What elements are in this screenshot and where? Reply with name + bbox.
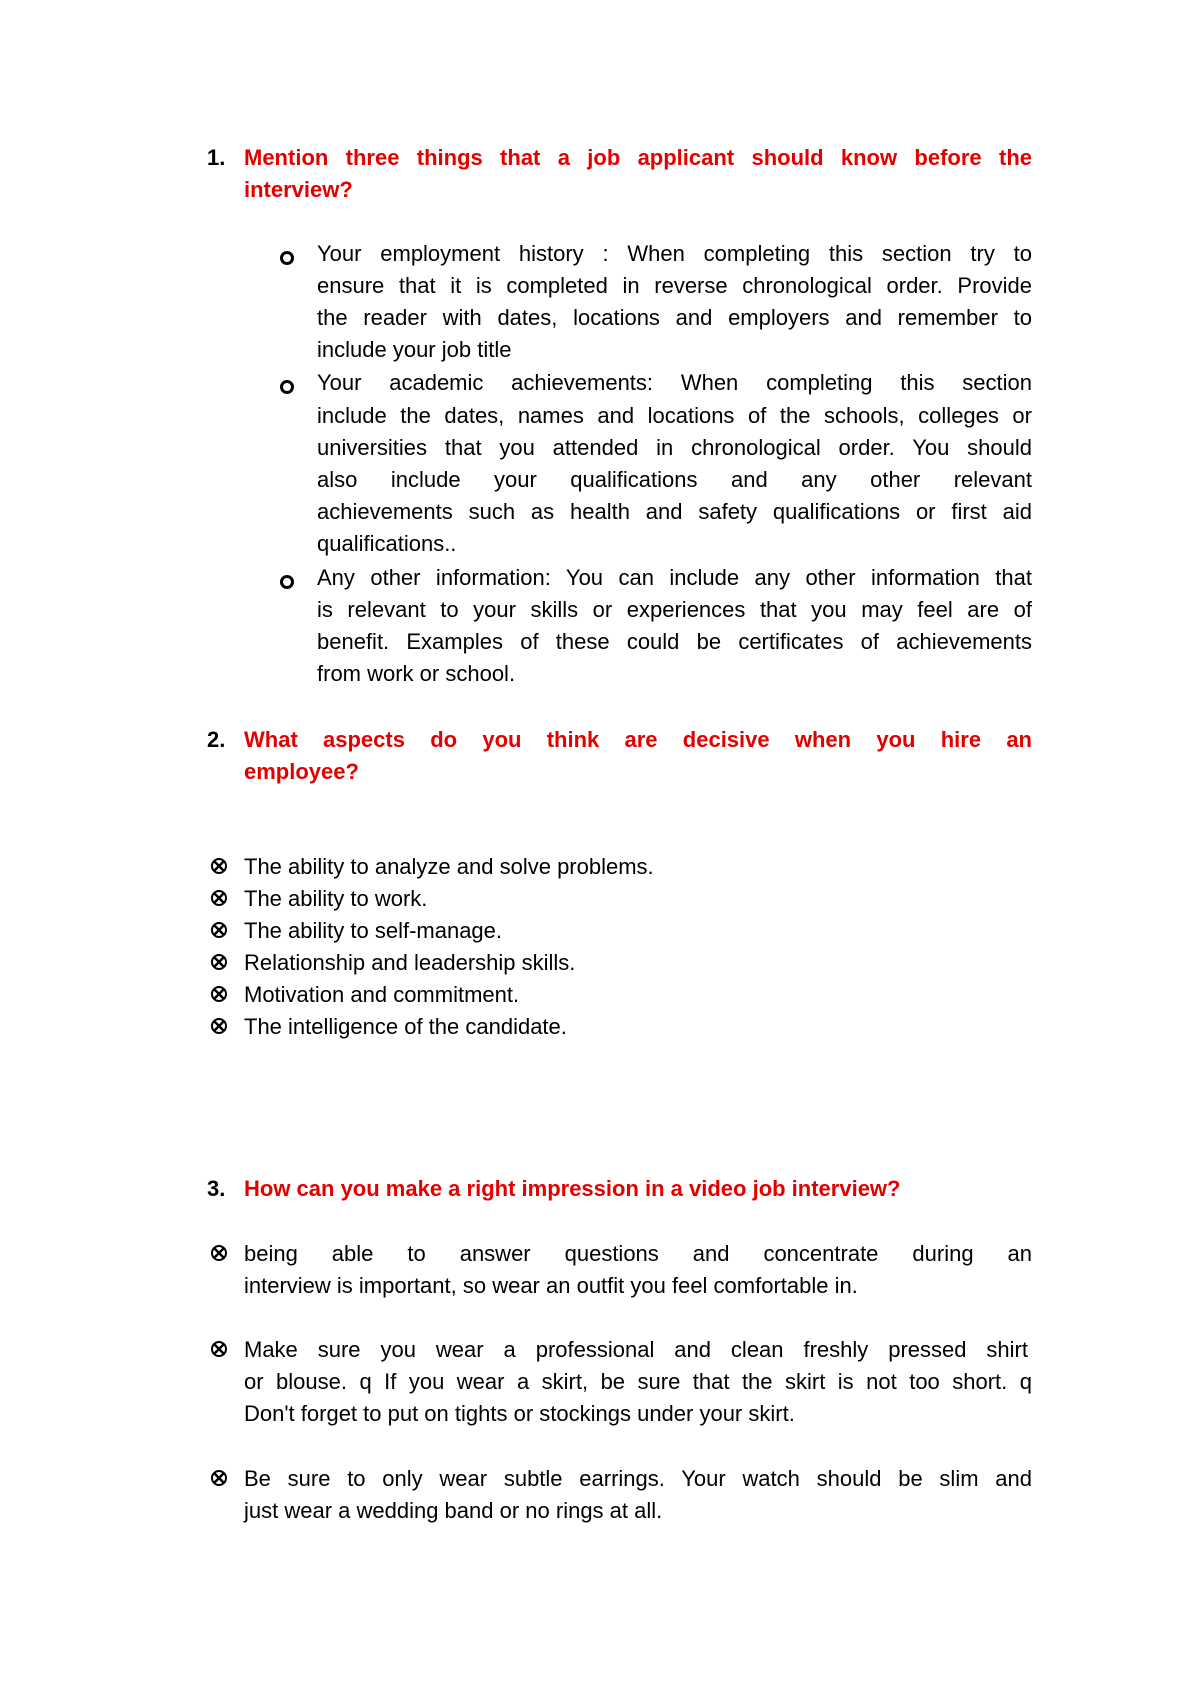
hollow-circle-bullet-icon xyxy=(280,575,294,589)
question-2-title-line-1: What aspects do you think are decisive when you hire an xyxy=(244,727,1032,752)
question-1-number: 1. xyxy=(207,145,226,170)
q2-item-4: Relationship and leadership skills. xyxy=(244,950,576,975)
q1-item-3-line-1: Any other information: You can include any other information that xyxy=(317,565,1032,590)
q3-item-1-line-2: interview is important, so wear an outfit you feel comfortable in. xyxy=(244,1273,858,1298)
crossed-circle-bullet-icon xyxy=(211,954,227,970)
q2-item-5: Motivation and commitment. xyxy=(244,982,520,1007)
hollow-circle-bullet-icon xyxy=(280,251,294,265)
hollow-circle-bullet-icon xyxy=(280,380,294,394)
q3-item-2-line-2: or blouse. q If you wear a skirt, be sure that the skirt is not too short. q xyxy=(244,1369,1032,1394)
q1-item-2-line-5: achievements such as health and safety qualifications or first aid xyxy=(317,499,1032,524)
question-1-title-line-1: Mention three things that a job applicant should know before the xyxy=(244,145,1032,170)
q3-item-3-line-1: Be sure to only wear subtle earrings. Your watch should be slim and xyxy=(244,1466,1032,1491)
question-1-title-line-2: interview? xyxy=(244,177,353,202)
crossed-circle-bullet-icon xyxy=(211,922,227,938)
q2-item-6: The intelligence of the candidate. xyxy=(244,1014,567,1039)
crossed-circle-bullet-icon xyxy=(211,1470,227,1486)
q1-item-2-line-2: include the dates, names and locations of the schools, colleges or xyxy=(317,403,1032,428)
crossed-circle-bullet-icon xyxy=(211,1018,227,1034)
q3-item-1-line-1: being able to answer questions and concentrate during an xyxy=(244,1241,1032,1266)
q2-item-2: The ability to work. xyxy=(244,886,428,911)
q1-item-2-line-4: also include your qualifications and any other relevant xyxy=(317,467,1032,492)
q1-item-3-line-4: from work or school. xyxy=(317,661,516,686)
crossed-circle-bullet-icon xyxy=(211,1341,227,1357)
question-2-title-line-2: employee? xyxy=(244,759,359,784)
crossed-circle-bullet-icon xyxy=(211,890,227,906)
q2-item-3: The ability to self-manage. xyxy=(244,918,503,943)
question-3-number: 3. xyxy=(207,1176,226,1201)
q3-item-2-line-3: Don't forget to put on tights or stockings under your skirt. xyxy=(244,1401,795,1426)
q1-item-3-line-2: is relevant to your skills or experiences that you may feel are of xyxy=(317,597,1032,622)
question-3-title: How can you make a right impression in a video job interview? xyxy=(244,1176,901,1201)
crossed-circle-bullet-icon xyxy=(211,858,227,874)
crossed-circle-bullet-icon xyxy=(211,1245,227,1261)
q1-item-1-line-3: the reader with dates, locations and employers and remember to xyxy=(317,305,1032,330)
q1-item-1-line-2: ensure that it is completed in reverse chronological order. Provide xyxy=(317,273,1032,298)
q1-item-1-line-4: include your job title xyxy=(317,337,512,362)
q2-item-1: The ability to analyze and solve problems. xyxy=(244,854,654,879)
q1-item-1-line-1: Your employment history : When completing this section try to xyxy=(317,241,1032,266)
crossed-circle-bullet-icon xyxy=(211,986,227,1002)
q3-item-3-line-2: just wear a wedding band or no rings at all. xyxy=(244,1498,663,1523)
q1-item-3-line-3: benefit. Examples of these could be certificates of achievements xyxy=(317,629,1032,654)
q1-item-2-line-6: qualifications.. xyxy=(317,531,457,556)
q1-item-2-line-3: universities that you attended in chronological order. You should xyxy=(317,435,1032,460)
question-2-number: 2. xyxy=(207,727,226,752)
q3-item-2-line-1: Make sure you wear a professional and clean freshly pressed shirt xyxy=(244,1337,1028,1362)
q1-item-2-line-1: Your academic achievements: When completing this section xyxy=(317,370,1032,395)
